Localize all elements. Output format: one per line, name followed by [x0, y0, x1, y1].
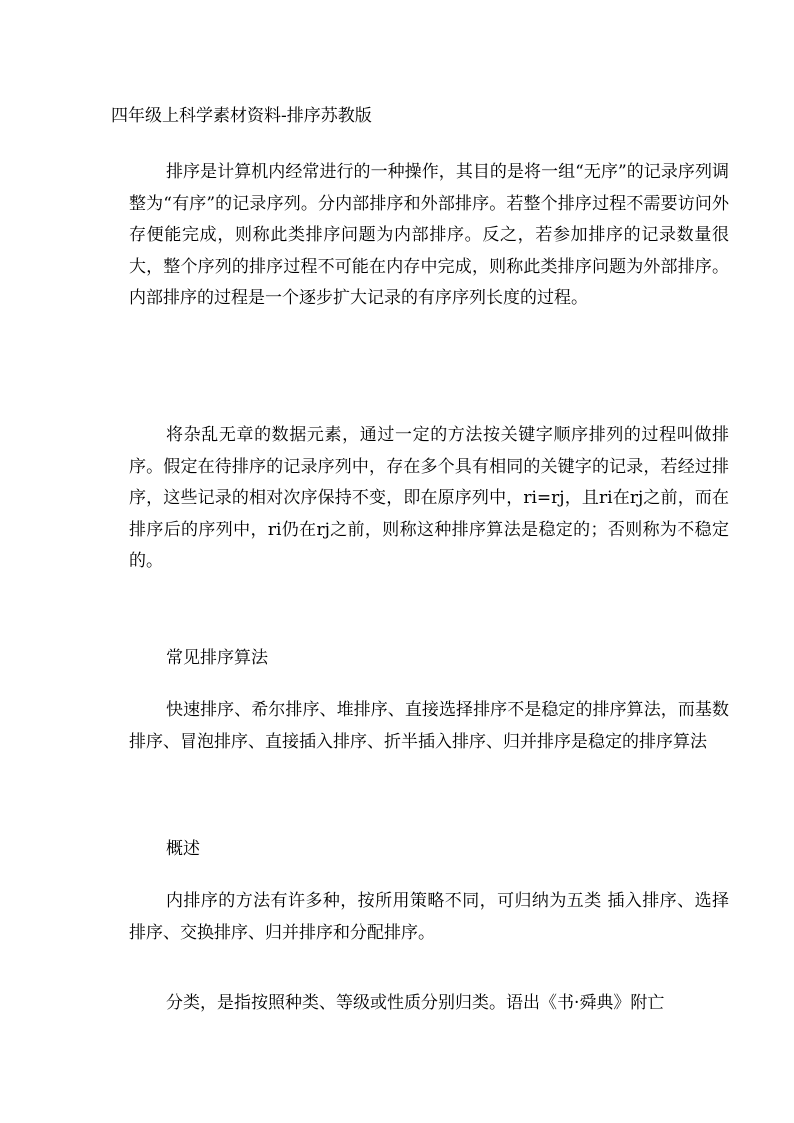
paragraph-sorting-definition: 排序是计算机内经常进行的一种操作，其目的是将一组“无序”的记录序列调整为“有序”的记录序列。分内部排序和外部排序。若整个排序过程不需要访问外存便能完成，则称此类排序问题为内部排序。反之，若参加排序的记录数量很大，整个序列的排序过程不可能在内存中完成，则称此类排序问题为外部排序。内部排序的过程是一个逐步扩大记录的有序序列长度的过程。 — [129, 162, 729, 308]
paragraph-classification: 分类，是指按照种类、等级或性质分别归类。语出《书·舜典》附亡 — [166, 993, 665, 1013]
heading-common-algorithms: 常见排序算法 — [166, 648, 268, 668]
document-title: 四年级上科学素材资料-排序苏教版 — [111, 106, 372, 126]
paragraph-stability: 将杂乱无章的数据元素，通过一定的方法按关键字顺序排列的过程叫做排序。假定在待排序的记录序列中，存在多个具有相同的关键字的记录，若经过排序，这些记录的相对次序保持不变，即在原序列中，ri=rj，且ri在rj之前，而在排序后的序列中，ri仍在rj之前，则称这种排序算法是稳定的；否则称为不稳定的。 — [129, 425, 729, 571]
paragraph-algorithm-stability: 快速排序、希尔排序、堆排序、直接选择排序不是稳定的排序算法，而基数排序、冒泡排序、直接插入排序、折半插入排序、归并排序是稳定的排序算法 — [129, 700, 729, 752]
heading-overview: 概述 — [166, 839, 200, 859]
paragraph-internal-sort-types: 内排序的方法有许多种，按所用策略不同，可归纳为五类 插入排序、选择排序、交换排序、归并排序和分配排序。 — [129, 891, 729, 943]
